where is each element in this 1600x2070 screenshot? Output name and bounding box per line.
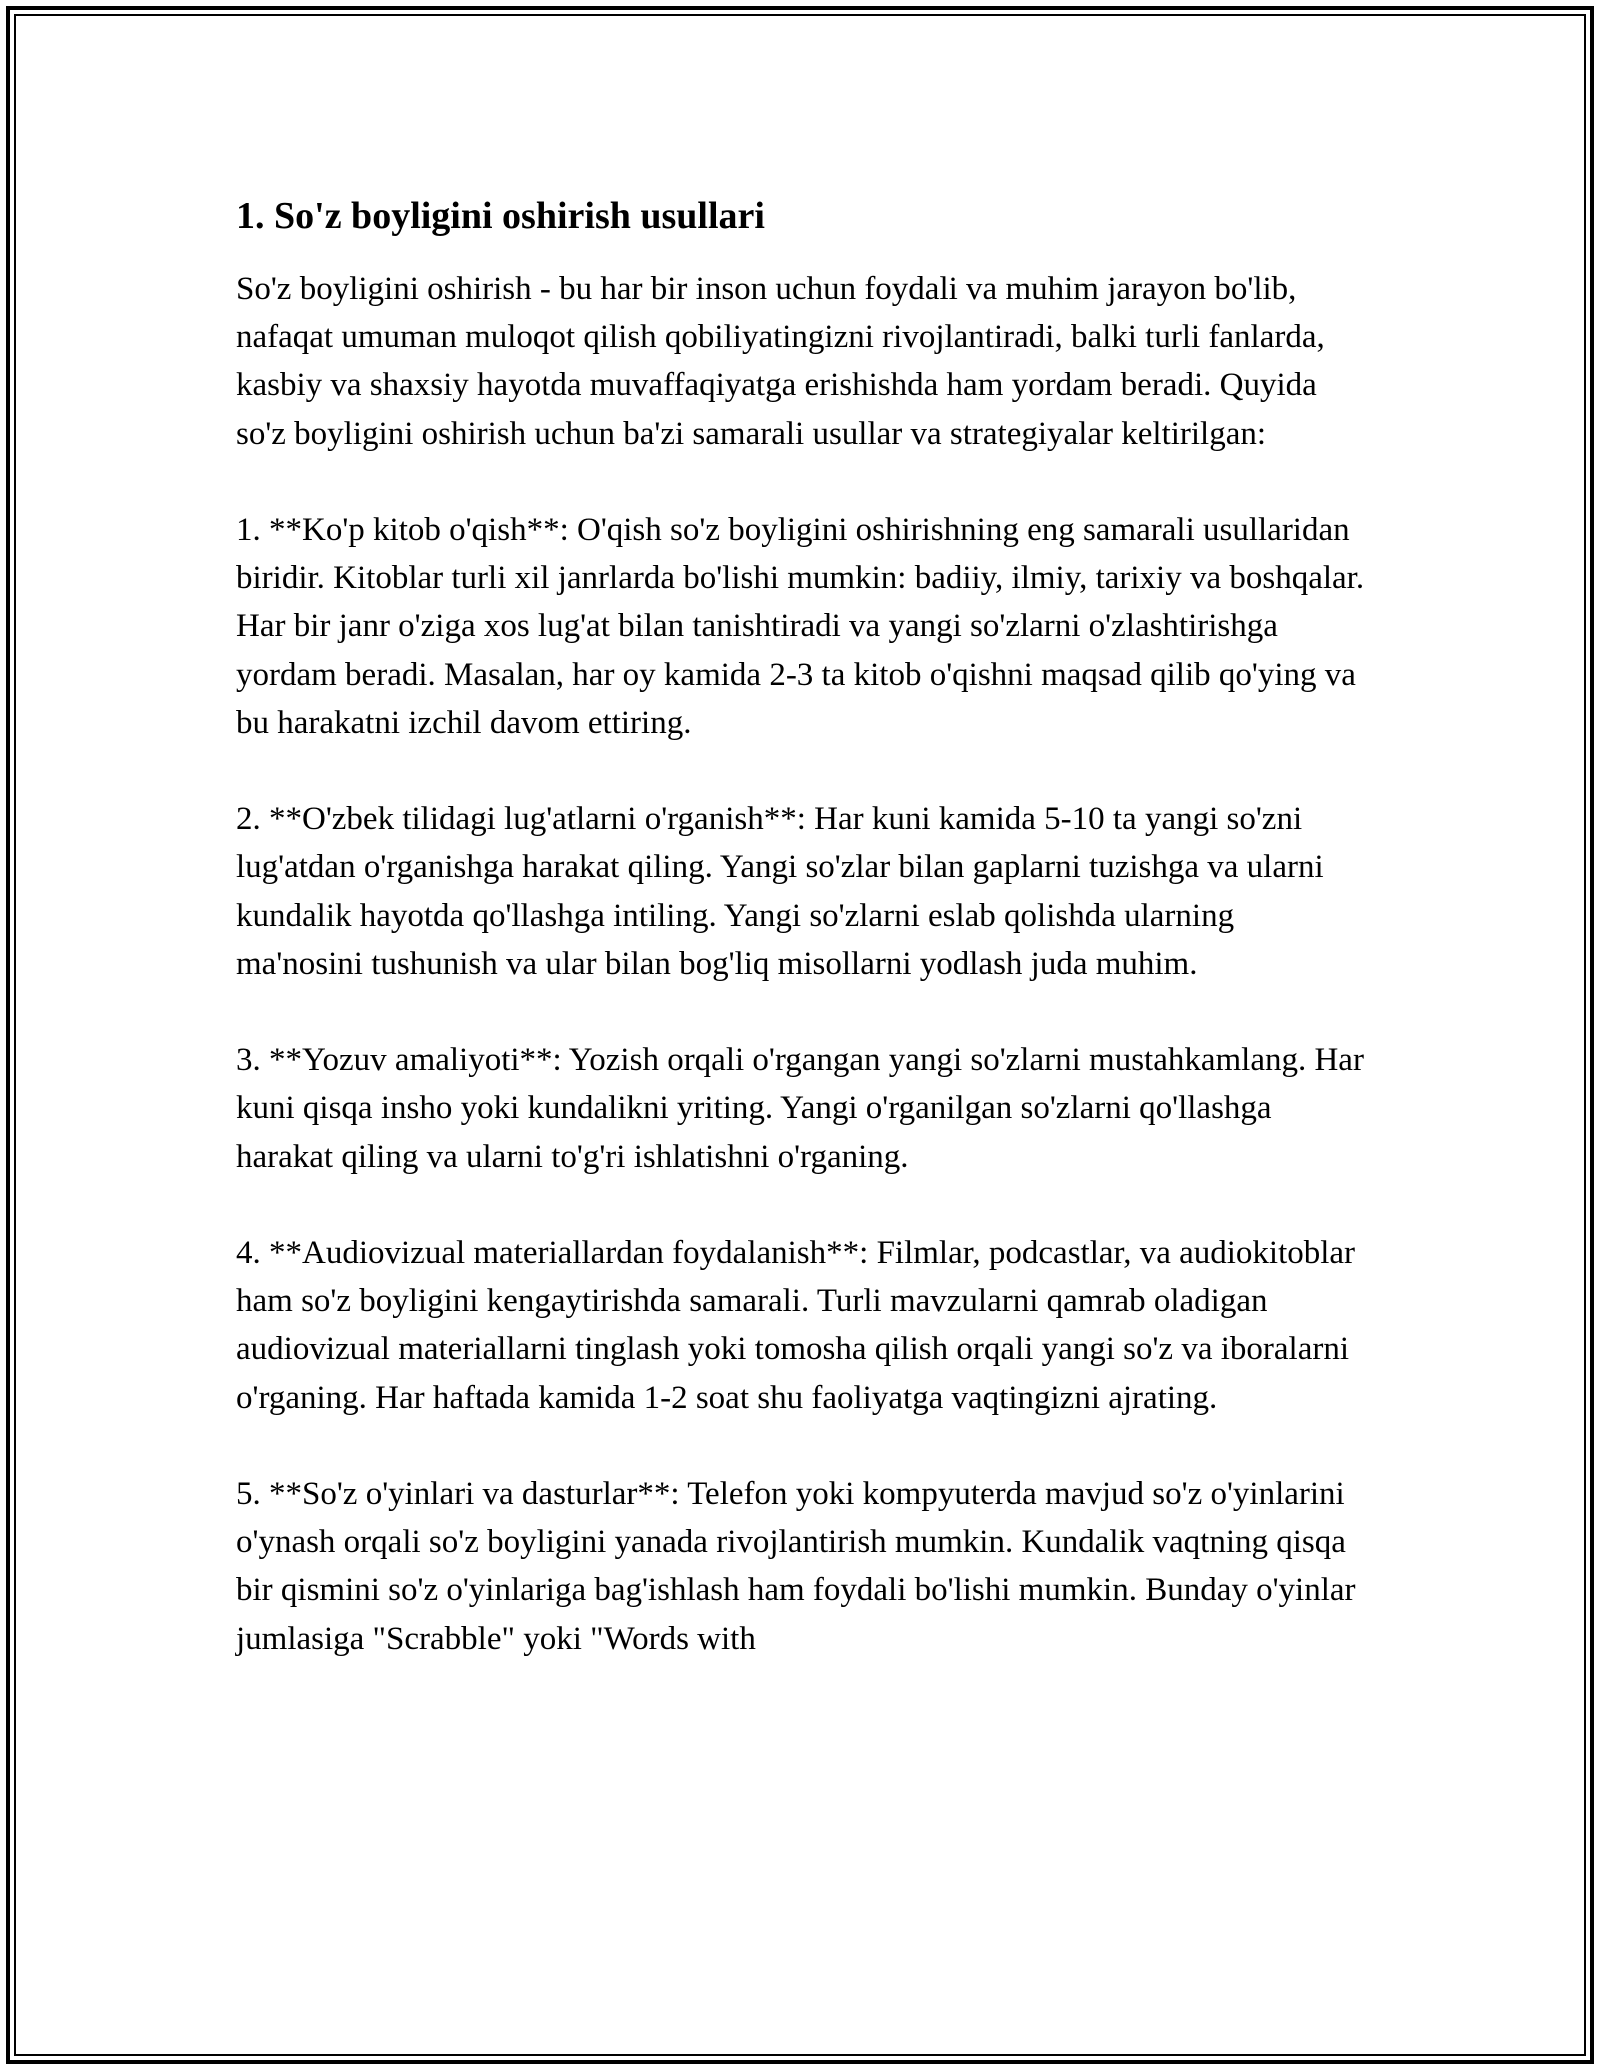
list-item-word-games: 5. **So'z o'yinlari va dasturlar**: Telefon yoki kompyuterda mavjud so'z o'yinlarini o'ynash orqali so'z boyligini yanada rivojlantirish mumkin. Kundalik vaqtning qisqa bir qismini so'z o'yinlariga bag'ishlash ham foydali bo'lishi mumkin. Bunday o'yinlar jumlasiga "Scrabble" yoki "Words with xyxy=(236,1476,1356,1657)
list-item-audiovisual: 4. **Audiovizual materiallardan foydalanish**: Filmlar, podcastlar, va audiokitoblar ham so'z boyligini kengaytirishda samarali. Turli mavzularni qamrab oladigan audiovizual materiallarni tinglash yoki tomosha qilish orqali yangi so'z va iboralarni o'rganing. Har haftada kamida 1-2 soat shu faoliyatga vaqtingizni ajrating. xyxy=(236,1235,1356,1416)
intro-paragraph: So'z boyligini oshirish - bu har bir inson uchun foydali va muhim jarayon bo'lib, nafaqat umuman muloqot qilish qobiliyatingizni rivojlantiradi, balki turli fanlarda, kasbiy va shaxsiy hayotda muvaffaqiyatga erishishda ham yordam beradi. Quyida so'z boyligini oshirish uchun ba'zi samarali usullar va strategiyalar keltirilgan: xyxy=(236,271,1325,452)
section-heading: 1. So'z boyligini oshirish usullari xyxy=(236,195,765,237)
list-item-dictionaries: 2. **O'zbek tilidagi lug'atlarni o'rganish**: Har kuni kamida 5-10 ta yangi so'zni lug'atdan o'rganishga harakat qiling. Yangi so'zlar bilan gaplarni tuzishga va ularni kundalik hayotda qo'llashga intiling. Yangi so'zlarni eslab qolishda ularning ma'nosini tushunish va ular bilan bog'liq misollarni yodlash juda muhim. xyxy=(236,801,1324,982)
list-item-reading: 1. **Ko'p kitob o'qish**: O'qish so'z boyligini oshirishning eng samarali usullaridan biridir. Kitoblar turli xil janrlarda bo'lishi mumkin: badiiy, ilmiy, tarixiy va boshqalar. Har bir janr o'ziga xos lug'at bilan tanishtiradi va yangi so'zlarni o'zlashtirishga yordam beradi. Masalan, har oy kamida 2-3 ta kitob o'qishni maqsad qilib qo'ying va bu harakatni izchil davom ettiring. xyxy=(236,512,1365,741)
list-item-writing: 3. **Yozuv amaliyoti**: Yozish orqali o'rgangan yangi so'zlarni mustahkamlang. Har kuni qisqa insho yoki kundalikni yriting. Yangi o'rganilgan so'zlarni qo'llashga harakat qiling va ularni to'g'ri ishlatishni o'rganing. xyxy=(236,1042,1364,1175)
document-body xyxy=(236,188,1366,1711)
